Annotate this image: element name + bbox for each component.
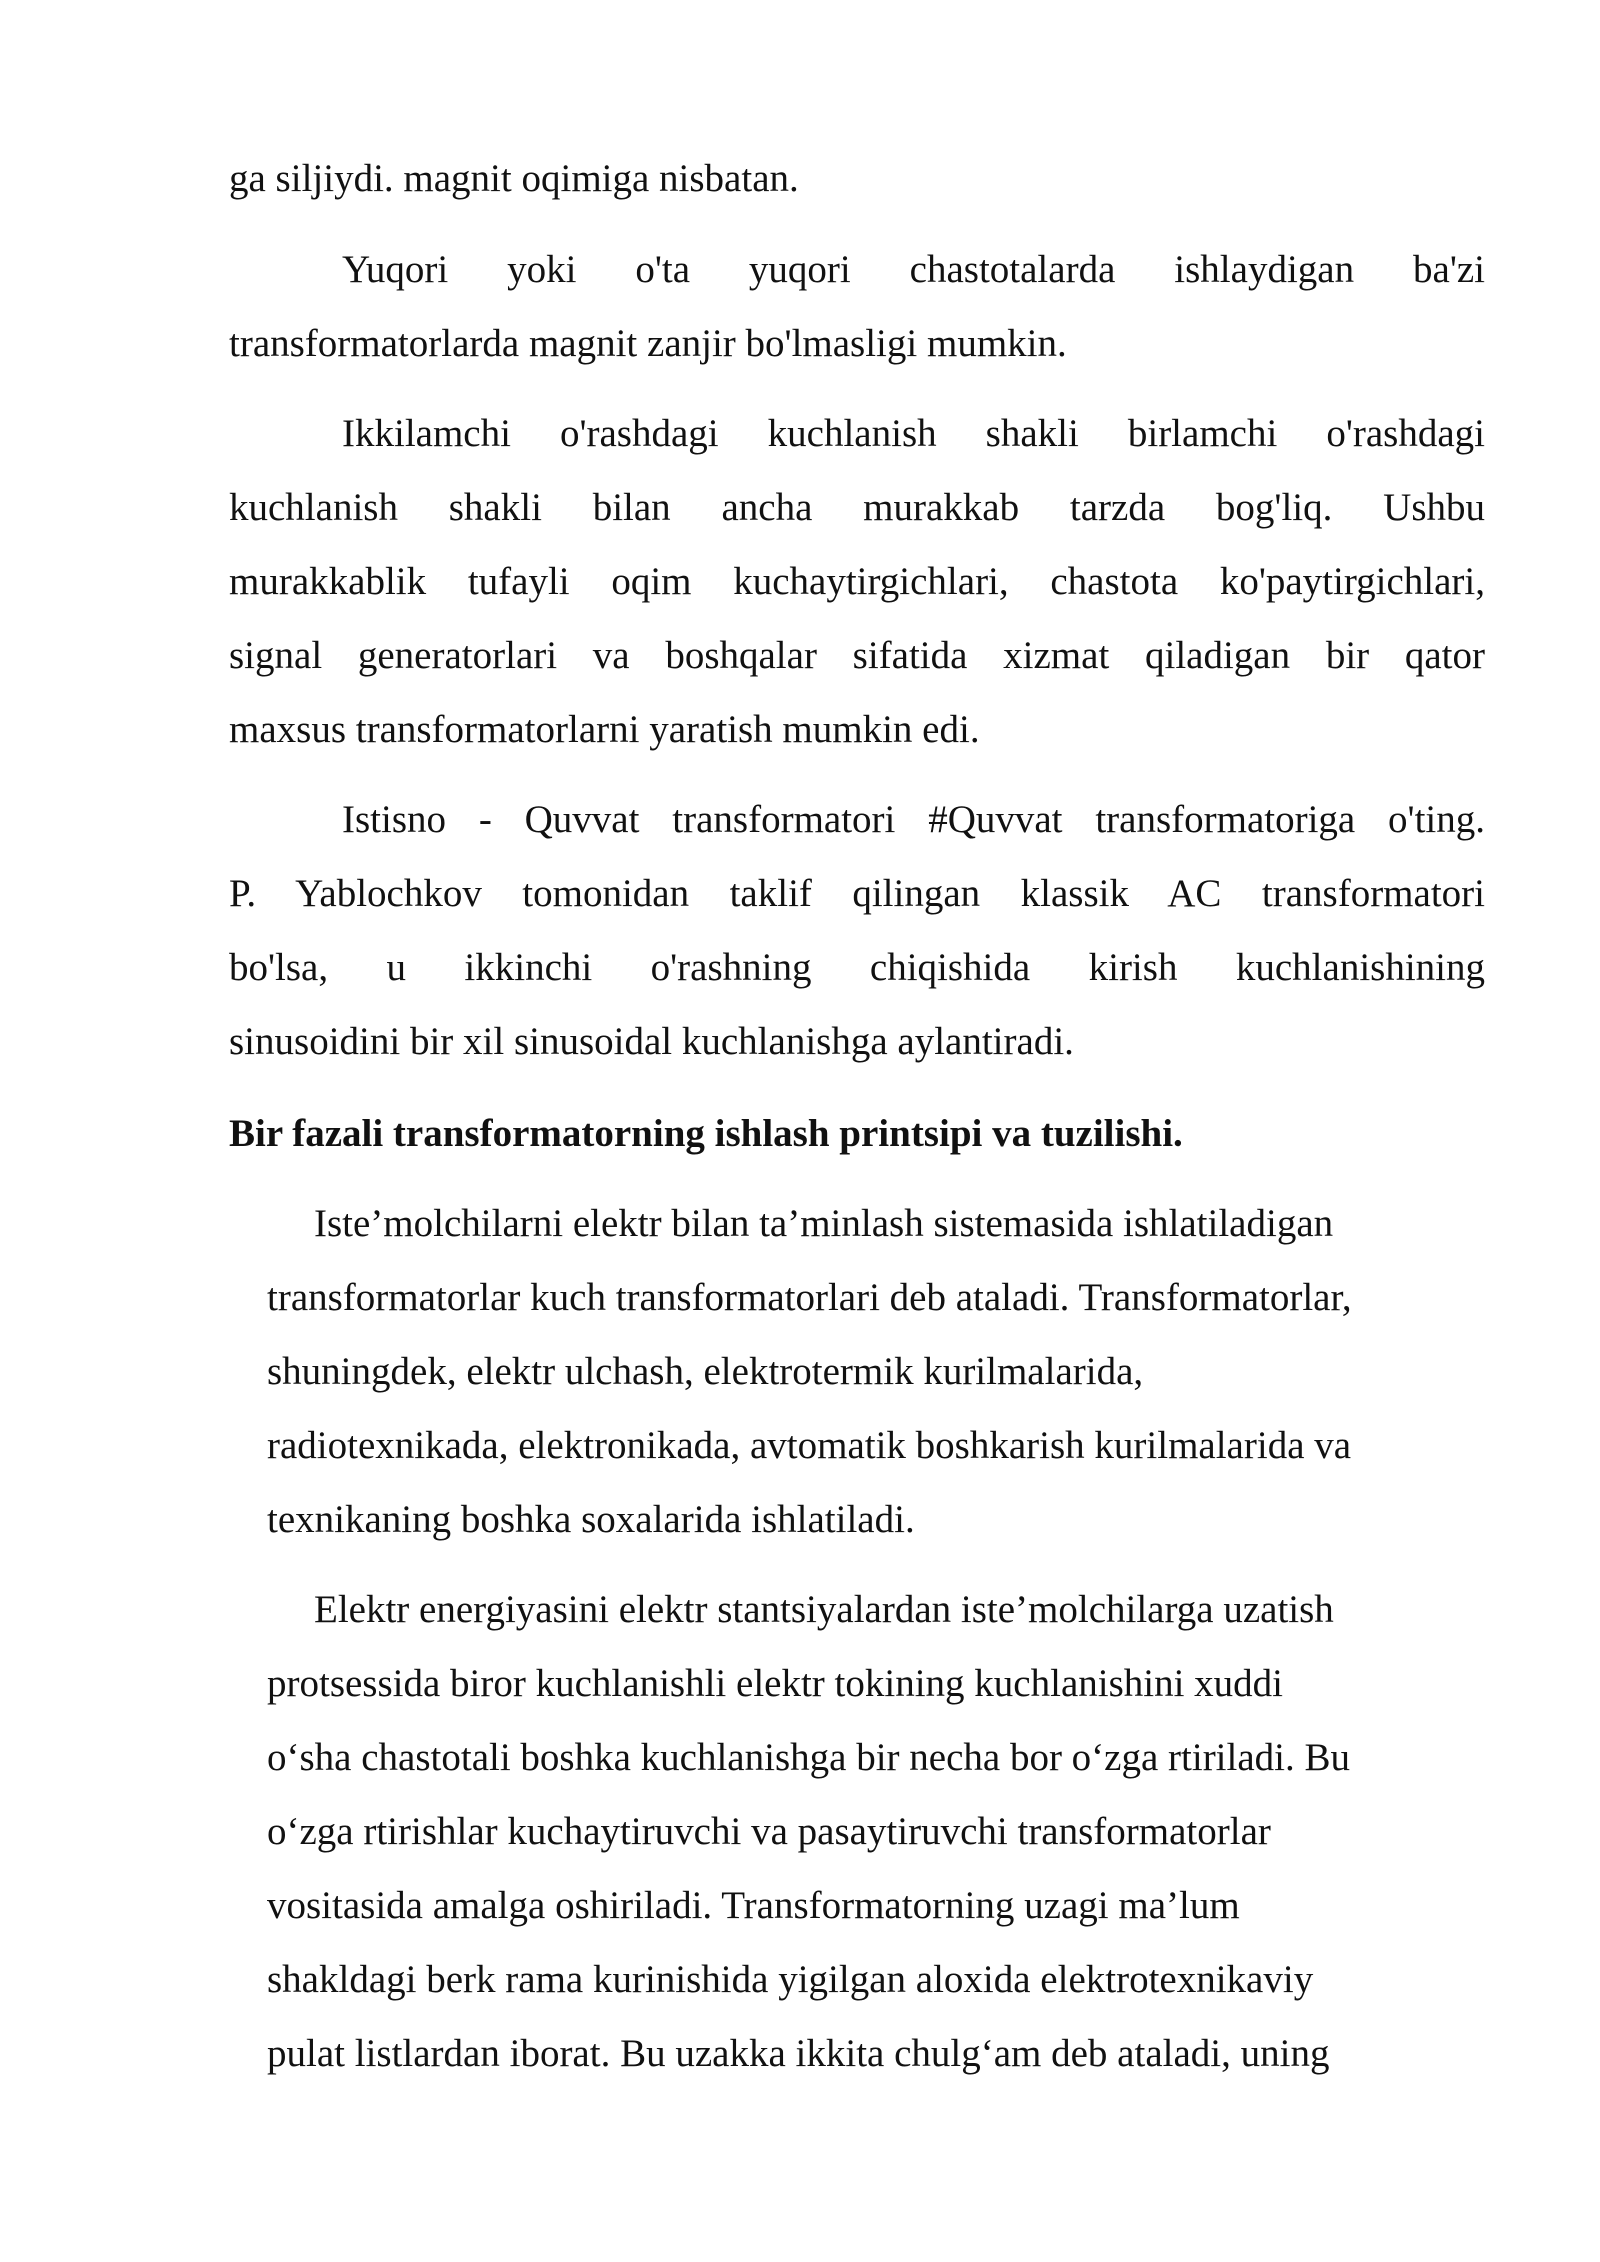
text-line: transformatorlarda magnit zanjir bo'lmasligi mumkin. — [229, 322, 1067, 365]
text-line: sinusoidini bir xil sinusoidal kuchlanishga aylantiradi. — [229, 1020, 1074, 1063]
text-line: texnikaning boshka soxalarida ishlatiladi. — [267, 1498, 915, 1541]
text-line: shuningdek, elektr ulchash, elektrotermik kurilmalarida, — [267, 1350, 1144, 1393]
text-line: P. Yablochkov tomonidan taklif qilingan klassik AC transformatori — [229, 872, 1485, 915]
paragraph-first-line: Yuqori yoki o'ta yuqori chastotalarda ishlaydigan ba'zi — [342, 248, 1485, 291]
text-line: ga siljiydi. magnit oqimiga nisbatan. — [229, 157, 799, 200]
text-line: maxsus transformatorlarni yaratish mumkin edi. — [229, 708, 980, 751]
text-line: shakldagi berk rama kurinishida yigilgan aloxida elektrotexnikaviy — [267, 1958, 1314, 2001]
section-heading: Bir fazali transformatorning ishlash printsipi va tuzilishi. — [229, 1112, 1183, 1155]
text-line: kuchlanish shakli bilan ancha murakkab tarzda bog'liq. Ushbu — [229, 486, 1485, 529]
text-line: protsessida biror kuchlanishli elektr tokining kuchlanishini xuddi — [267, 1662, 1284, 1705]
text-line: o‘zga rtirishlar kuchaytiruvchi va pasaytiruvchi transformatorlar — [267, 1810, 1271, 1853]
text-line: o‘sha chastotali boshka kuchlanishga bir necha bor o‘zga rtiriladi. Bu — [267, 1736, 1351, 1779]
paragraph-first-line: Ikkilamchi o'rashdagi kuchlanish shakli birlamchi o'rashdagi — [342, 412, 1485, 455]
text-line: signal generatorlari va boshqalar sifatida xizmat qiladigan bir qator — [229, 634, 1485, 677]
paragraph-first-line: Elektr energiyasini elektr stantsiyalardan iste’molchilarga uzatish — [314, 1588, 1334, 1631]
paragraph-first-line: Istisno - Quvvat transformatori #Quvvat transformatoriga o'ting. — [342, 798, 1485, 841]
text-line: radiotexnikada, elektronikada, avtomatik boshkarish kurilmalarida va — [267, 1424, 1352, 1467]
text-line: transformatorlar kuch transformatorlari deb ataladi. Transformatorlar, — [267, 1276, 1352, 1319]
text-line: bo'lsa, u ikkinchi o'rashning chiqishida kirish kuchlanishining — [229, 946, 1485, 989]
text-line: murakkablik tufayli oqim kuchaytirgichlari, chastota ko'paytirgichlari, — [229, 560, 1485, 603]
paragraph-first-line: Iste’molchilarni elektr bilan ta’minlash sistemasida ishlatiladigan — [314, 1202, 1334, 1245]
text-line: vositasida amalga oshiriladi. Transformatorning uzagi ma’lum — [267, 1884, 1240, 1927]
text-line: pulat listlardan iborat. Bu uzakka ikkita chulg‘am deb ataladi, uning — [267, 2032, 1330, 2075]
